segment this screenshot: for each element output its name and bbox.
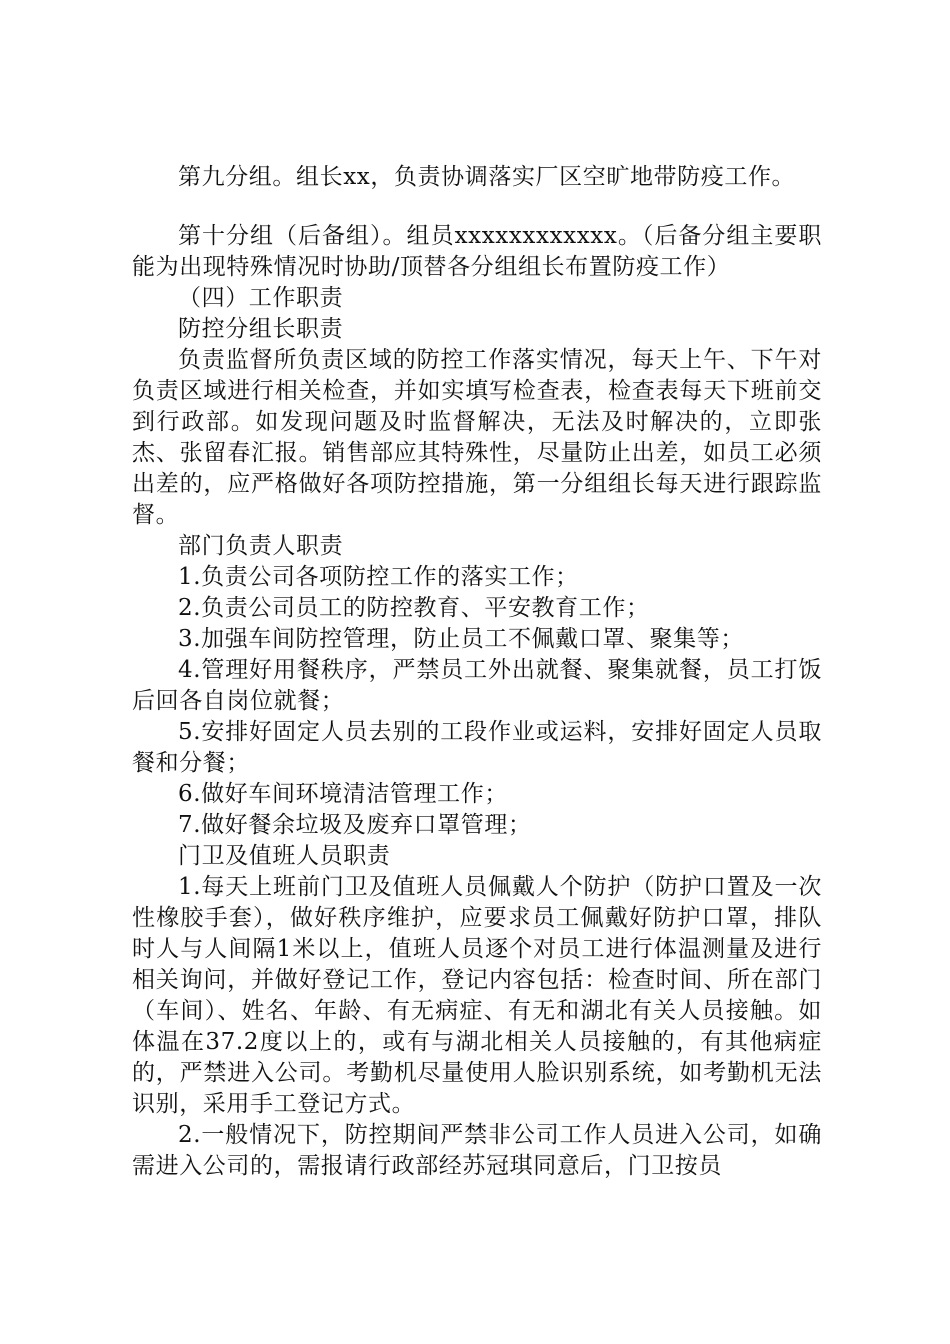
paragraph-group-ten: 第十分组（后备组）。组员xxxxxxxxxxxx。（后备分组主要职能为出现特殊情况时协助/顶替各分组组长布置防疫工作） xyxy=(132,223,822,280)
list-item-dept-1: 1.负责公司各项防控工作的落实工作； xyxy=(178,564,579,590)
section-heading-duties: （四）工作职责 xyxy=(178,285,344,311)
list-item-guard-1: 1.每天上班前门卫及值班人员佩戴人个防护（防护口置及一次性橡胶手套），做好秩序维护，应要求员工佩戴好防护口罩，排队时人与人间隔1米以上，值班人员逐个对员工进行体温测量及进行相关询问，并做好登记工作，登记内容包括：检查时间、所在部门（车间）、姓名、年龄、有无病症、有无和湖北有关人员接触。如体温在37.2度以上的，或有与湖北相关人员接触的，有其他病症的，严禁进入公司。考勤机尽量使用人脸识别系统，如考勤机无法识别，采用手工登记方式。 xyxy=(132,874,822,1117)
subheading-department-head-duties: 部门负责人职责 xyxy=(178,533,344,559)
subheading-guard-duties: 门卫及值班人员职责 xyxy=(178,843,391,869)
document-body xyxy=(132,162,822,1182)
paragraph-group-nine: 第九分组。组长xx，负责协调落实厂区空旷地带防疫工作。 xyxy=(178,164,796,190)
list-item-dept-2: 2.负责公司员工的防控教育、平安教育工作； xyxy=(178,595,650,621)
list-item-dept-3: 3.加强车间防控管理，防止员工不佩戴口罩、聚集等； xyxy=(178,626,744,652)
subheading-group-leader-duties: 防控分组长职责 xyxy=(178,316,344,342)
list-item-dept-7: 7.做好餐余垃圾及废弃口罩管理； xyxy=(178,812,532,838)
list-item-guard-2: 2.一般情况下，防控期间严禁非公司工作人员进入公司，如确需进入公司的，需报请行政部经苏冠琪同意后，门卫按员 xyxy=(132,1122,822,1179)
paragraph-group-leader-duties: 负责监督所负责区域的防控工作落实情况，每天上午、下午对负责区域进行相关检查，并如实填写检查表，检查表每天下班前交到行政部。如发现问题及时监督解决，无法及时解决的，立即张杰、张留春汇报。销售部应其特殊性，尽量防止出差，如员工必须出差的，应严格做好各项防控措施，第一分组组长每天进行跟踪监督。 xyxy=(132,347,822,528)
list-item-dept-4: 4.管理好用餐秩序，严禁员工外出就餐、聚集就餐，员工打饭后回各自岗位就餐； xyxy=(132,657,822,714)
list-item-dept-5: 5.安排好固定人员去别的工段作业或运料，安排好固定人员取餐和分餐； xyxy=(132,719,822,776)
list-item-dept-6: 6.做好车间环境清洁管理工作； xyxy=(178,781,508,807)
